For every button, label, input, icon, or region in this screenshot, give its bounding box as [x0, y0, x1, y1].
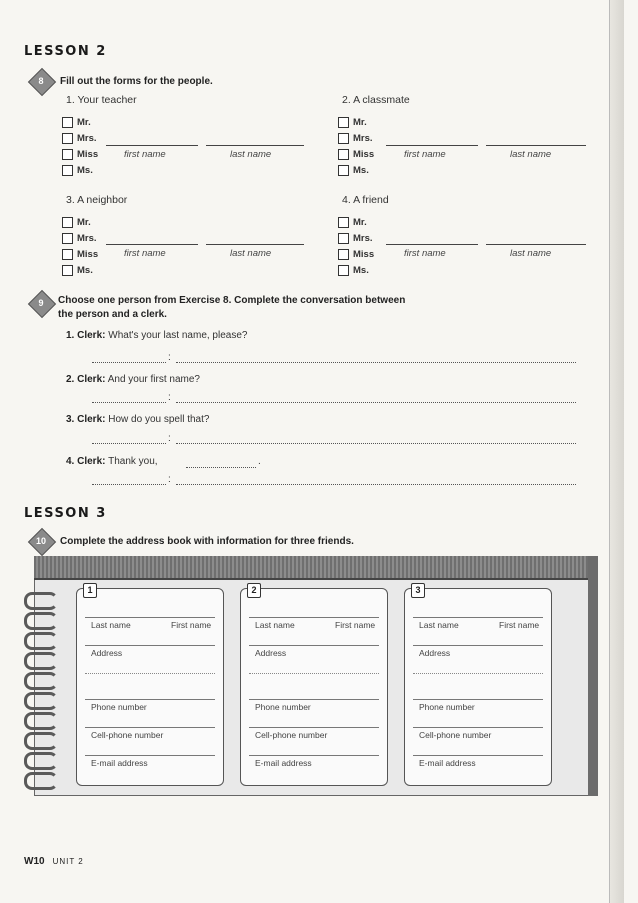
form-2-mrs[interactable]: Mrs.: [338, 132, 373, 144]
address-extra-line[interactable]: [249, 673, 379, 674]
form-3-mrs[interactable]: Mrs.: [62, 232, 97, 244]
dialog-item-3: 3. Clerk: How do you spell that?: [66, 414, 210, 425]
answer-1-name-line[interactable]: [92, 362, 166, 363]
spiral-ring: [24, 612, 58, 630]
exercise-10-instruction: Complete the address book with information for three friends.: [60, 536, 354, 547]
checkbox[interactable]: [62, 133, 73, 144]
cell-label: Cell-phone number: [255, 730, 328, 740]
form-3-mr[interactable]: Mr.: [62, 216, 91, 228]
answer-2-text-line[interactable]: [176, 402, 576, 403]
spiral-ring: [24, 772, 58, 790]
form-4-miss[interactable]: Miss: [338, 248, 374, 260]
form-4-mr[interactable]: Mr.: [338, 216, 367, 228]
form-1-first-name-line[interactable]: [106, 145, 198, 146]
address-line[interactable]: [249, 645, 379, 646]
answer-4-text-line[interactable]: [176, 484, 576, 485]
address-label: Address: [255, 648, 287, 658]
last-first-name-line[interactable]: [85, 617, 215, 618]
address-book-top-bar: [34, 556, 596, 580]
form-2-last-name-line[interactable]: [486, 145, 586, 146]
form-3-last-name-line[interactable]: [206, 244, 304, 245]
exercise-9-instruction-2: the person and a clerk.: [58, 309, 167, 320]
exercise-8-instruction: Fill out the forms for the people.: [60, 76, 213, 87]
address-label: Address: [91, 648, 123, 658]
form-2-last-name-label: last name: [510, 149, 552, 160]
dialog-item-4: 4. Clerk: Thank you,: [66, 456, 158, 467]
exercise-9-instruction-1: Choose one person from Exercise 8. Complete the conversation between: [58, 295, 406, 306]
checkbox[interactable]: [338, 265, 349, 276]
form-3-last-name-label: last name: [230, 248, 272, 259]
address-card-1: [76, 585, 224, 786]
first-name-label: First name: [171, 620, 212, 630]
checkbox[interactable]: [62, 149, 73, 160]
answer-4-period: .: [258, 456, 261, 467]
form-3-miss[interactable]: Miss: [62, 248, 98, 260]
exercise-10-number: 10: [35, 536, 46, 546]
checkbox[interactable]: [338, 233, 349, 244]
answer-4-name-line[interactable]: [92, 484, 166, 485]
page-edge: [609, 0, 624, 903]
form-4-last-name-line[interactable]: [486, 244, 586, 245]
form-2-ms[interactable]: Ms.: [338, 164, 369, 176]
checkbox[interactable]: [338, 133, 349, 144]
form-3-title: 3. A neighbor: [66, 194, 128, 206]
form-1-mrs[interactable]: Mrs.: [62, 132, 97, 144]
checkbox[interactable]: [338, 117, 349, 128]
address-card-2: [240, 585, 388, 786]
last-first-name-line[interactable]: [249, 617, 379, 618]
checkbox[interactable]: [338, 217, 349, 228]
form-2-title: 2. A classmate: [342, 94, 410, 106]
form-1-last-name-label: last name: [230, 149, 272, 160]
address-line[interactable]: [413, 645, 543, 646]
lesson-3-heading: LESSON 3: [24, 506, 107, 521]
form-1-ms[interactable]: Ms.: [62, 164, 93, 176]
form-1-title: 1. Your teacher: [66, 94, 137, 106]
checkbox[interactable]: [62, 165, 73, 176]
email-label: E-mail address: [91, 758, 148, 768]
spiral-ring: [24, 692, 58, 710]
cell-line[interactable]: [413, 727, 543, 728]
first-name-label: First name: [335, 620, 376, 630]
address-extra-line[interactable]: [85, 673, 215, 674]
spiral-ring: [24, 592, 58, 610]
form-4-title: 4. A friend: [342, 194, 389, 206]
last-name-label: Last name: [419, 620, 459, 630]
page-number: W10: [24, 856, 45, 867]
checkbox[interactable]: [62, 117, 73, 128]
form-1-mr[interactable]: Mr.: [62, 116, 91, 128]
answer-3-colon: :: [168, 433, 171, 444]
answer-3-name-line[interactable]: [92, 443, 166, 444]
dialog-item-1: 1. Clerk: What's your last name, please?: [66, 330, 248, 341]
form-1-first-name-label: first name: [124, 149, 166, 160]
checkbox[interactable]: [338, 165, 349, 176]
form-1-miss[interactable]: Miss: [62, 148, 98, 160]
form-4-last-name-label: last name: [510, 248, 552, 259]
phone-label: Phone number: [91, 702, 147, 712]
card-number: 3: [411, 583, 425, 598]
dialog-item-2: 2. Clerk: And your first name?: [66, 374, 200, 385]
form-4-ms[interactable]: Ms.: [338, 264, 369, 276]
phone-line[interactable]: [85, 699, 215, 700]
form-4-first-name-label: first name: [404, 248, 446, 259]
last-name-label: Last name: [91, 620, 131, 630]
form-2-mr[interactable]: Mr.: [338, 116, 367, 128]
answer-2-colon: :: [168, 392, 171, 403]
phone-label: Phone number: [255, 702, 311, 712]
form-4-first-name-line[interactable]: [386, 244, 478, 245]
form-3-first-name-line[interactable]: [106, 244, 198, 245]
phone-line[interactable]: [249, 699, 379, 700]
answer-4-colon: :: [168, 474, 171, 485]
checkbox[interactable]: [62, 249, 73, 260]
answer-1-text-line[interactable]: [176, 362, 576, 363]
checkbox[interactable]: [338, 249, 349, 260]
spiral-ring: [24, 732, 58, 750]
page-footer: [24, 856, 84, 867]
checkbox[interactable]: [338, 149, 349, 160]
email-label: E-mail address: [419, 758, 476, 768]
email-line[interactable]: [85, 755, 215, 756]
form-3-ms[interactable]: Ms.: [62, 264, 93, 276]
phone-label: Phone number: [419, 702, 475, 712]
form-2-first-name-line[interactable]: [386, 145, 478, 146]
address-label: Address: [419, 648, 451, 658]
spiral-ring: [24, 752, 58, 770]
exercise-8-number: 8: [38, 76, 44, 86]
form-3-first-name-label: first name: [124, 248, 166, 259]
email-label: E-mail address: [255, 758, 312, 768]
cell-line[interactable]: [249, 727, 379, 728]
lesson-2-heading: LESSON 2: [24, 44, 107, 59]
answer-2-name-line[interactable]: [92, 402, 166, 403]
answer-1-colon: :: [168, 352, 171, 363]
address-card-3: [404, 585, 552, 786]
last-first-name-line[interactable]: [413, 617, 543, 618]
form-2-first-name-label: first name: [404, 149, 446, 160]
exercise-9-number: 9: [38, 298, 44, 308]
answer-3-text-line[interactable]: [176, 443, 576, 444]
checkbox[interactable]: [62, 217, 73, 228]
last-name-label: Last name: [255, 620, 295, 630]
spiral-ring: [24, 672, 58, 690]
checkbox[interactable]: [62, 265, 73, 276]
spiral-ring: [24, 652, 58, 670]
card-number: 2: [247, 583, 261, 598]
form-1-last-name-line[interactable]: [206, 145, 304, 146]
card-number: 1: [83, 583, 97, 598]
answer-4-thankyou-line[interactable]: [186, 467, 256, 468]
email-line[interactable]: [413, 755, 543, 756]
address-extra-line[interactable]: [413, 673, 543, 674]
cell-line[interactable]: [85, 727, 215, 728]
cell-label: Cell-phone number: [419, 730, 492, 740]
cell-label: Cell-phone number: [91, 730, 164, 740]
phone-line[interactable]: [413, 699, 543, 700]
email-line[interactable]: [249, 755, 379, 756]
form-2-miss[interactable]: Miss: [338, 148, 374, 160]
address-line[interactable]: [85, 645, 215, 646]
address-book-right-edge: [588, 556, 598, 796]
form-4-mrs[interactable]: Mrs.: [338, 232, 373, 244]
spiral-ring: [24, 632, 58, 650]
checkbox[interactable]: [62, 233, 73, 244]
spiral-ring: [24, 712, 58, 730]
unit-label: UNIT 2: [52, 857, 84, 866]
first-name-label: First name: [499, 620, 540, 630]
